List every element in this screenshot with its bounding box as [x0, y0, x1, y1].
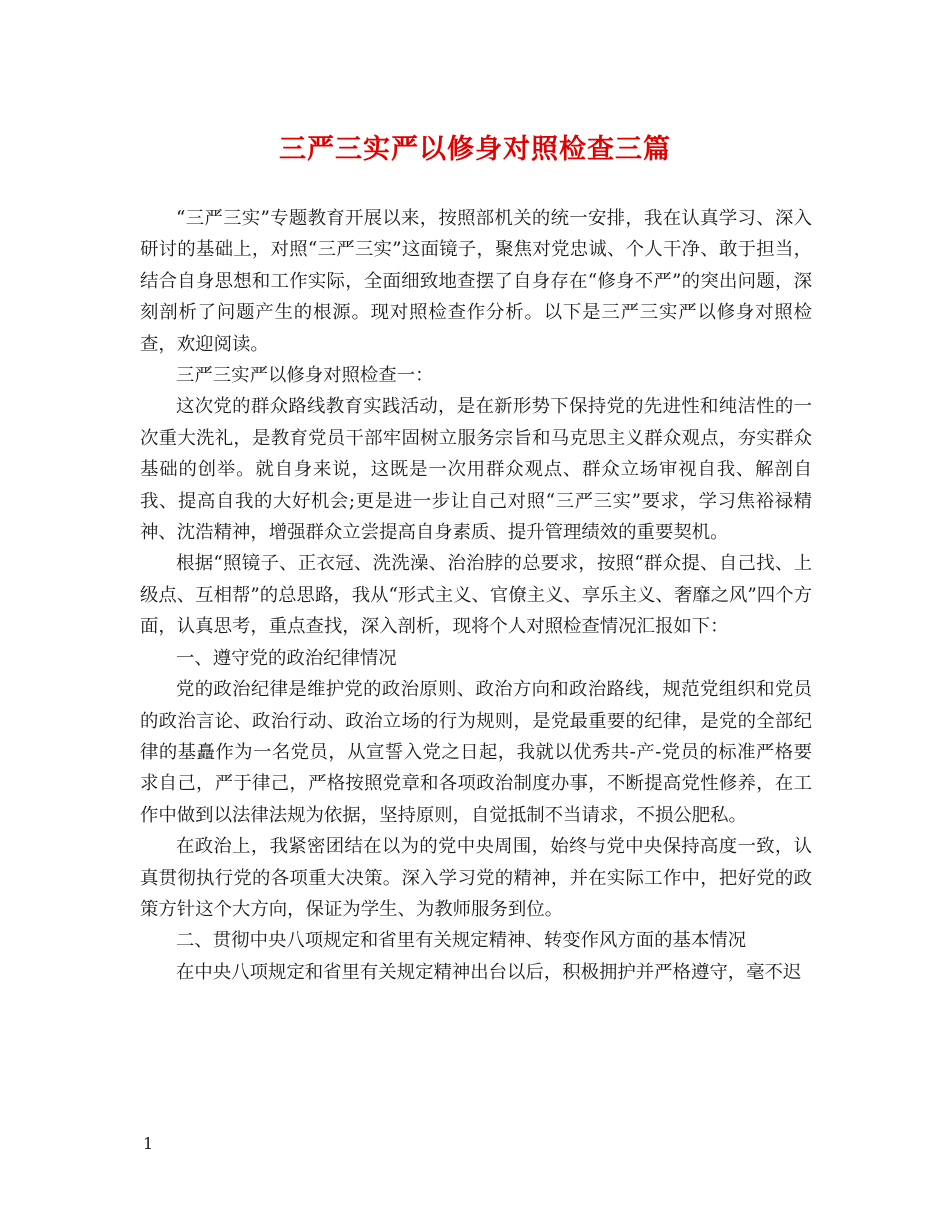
paragraph-requirements: 根据“照镜子、正衣冠、洗洗澡、治治脖的总要求，按照“群众提、自己找、上级点、互相帮”的总思路，我从“形式主义、官僚主义、享乐主义、奢靡之风”四个方面，认真思考，重点查找，深入剖析，现将个人对照检查情况汇报如下：: [140, 553, 812, 638]
paragraph-intro: “三严三实”专题教育开展以来，按照部机关的统一安排，我在认真学习、深入研讨的基础上，对照“三严三实”这面镜子，聚焦对党忠诚、个人干净、敢于担当，结合自身思想和工作实际，全面细致地查摆了自身存在“修身不严”的突出问题，深刻剖析了问题产生的根源。现对照检查作分析。以下是三严三实严以修身对照检查，欢迎阅读。: [140, 208, 812, 355]
paragraph-campaign: 这次党的群众路线教育实践活动，是在新形势下保持党的先进性和纯洁性的一次重大洗礼，是教育党员干部牢固树立服务宗旨和马克思主义群众观点，夯实群众基础的创举。就自身来说，这既是一次用群众观点、群众立场审视自我、解剖自我、提高自我的大好机会;更是进一步让自己对照“三严三实”要求，学习焦裕禄精神、沈浩精神，增强群众立尝提高自身素质、提升管理绩效的重要契机。: [140, 396, 812, 544]
section-heading-political-discipline: 一、遵守党的政治纪律情况: [176, 647, 397, 669]
paragraph-heading-part-one: 三严三实严以修身对照检查一：: [176, 365, 434, 387]
document-body: [140, 203, 812, 988]
page-number: 1: [143, 1134, 154, 1153]
paragraph-political-discipline: 党的政治纪律是维护党的政治原则、政治方向和政治路线，规范党组织和党员的政治言论、政治行动、政治立场的行为规则，是党最重要的纪律，是党的全部纪律的基矗作为一名党员，从宣誓入党之日起，我就以优秀共-产-党员的标准严格要求自己，严于律己，严格按照党章和各项政治制度办事，不断提高党性修养，在工作中做到以法律法规为依据，坚持原则，自觉抵制不当请求，不损公肥私。: [140, 679, 812, 826]
section-heading-eight-rules: 二、贯彻中央八项规定和省里有关规定精神、转变作风方面的基本情况: [176, 930, 747, 952]
paragraph-eight-rules: 在中央八项规定和省里有关规定精神出台以后，积极拥护并严格遵守，毫不迟: [176, 961, 802, 983]
paragraph-politics: 在政治上，我紧密团结在以为的党中央周围，始终与党中央保持高度一致，认真贯彻执行党的各项重大决策。深入学习党的精神，并在实际工作中，把好党的政策方针这个大方向，保证为学生、为教师服务到位。: [140, 836, 812, 920]
document-title: 三严三实严以修身对照检查三篇: [279, 134, 671, 165]
